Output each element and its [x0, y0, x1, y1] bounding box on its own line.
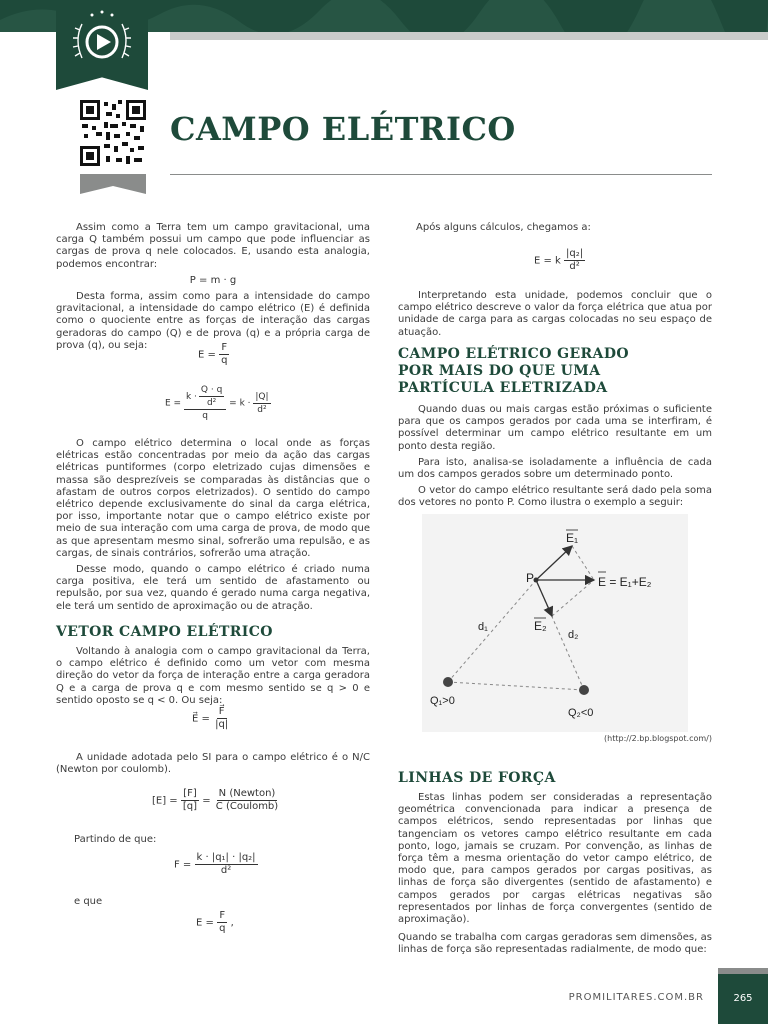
- label-e2: E₂: [534, 619, 547, 633]
- paragraph: Voltando à analogia com o campo gravitacional da Terra, o campo elétrico é definido como um vetor com mesma direção do vetor da força de interação entre a carga geradora Q e a carga de prova q e com mesmo sentido se q > 0 e sentido oposto se q < 0. Ou seja:: [56, 646, 370, 706]
- figure-credit: (http://2.bp.blogspot.com/): [604, 734, 712, 743]
- play-icon: [56, 0, 148, 80]
- fraction-outer: [184, 384, 226, 422]
- vector-e2: [536, 580, 552, 616]
- field-superposition-figure: [422, 514, 688, 732]
- parallelogram-line: [552, 580, 594, 616]
- denominator: d²: [257, 404, 267, 415]
- numerator: k · |q₁| · |q₂|: [196, 852, 256, 863]
- numerator: F: [219, 910, 226, 921]
- fraction: [213, 706, 230, 731]
- equation-coulomb: [174, 852, 258, 877]
- equation-weight: P = m · g: [189, 274, 237, 286]
- denominator: d²: [220, 865, 232, 876]
- paragraph: A unidade adotada pelo SI para o campo elétrico é o N/C (Newton por coulomb).: [56, 752, 370, 776]
- eq-lhs: F =: [174, 859, 192, 871]
- label-q2: Q₂<0: [568, 707, 594, 719]
- denominator: d²: [569, 261, 580, 272]
- denominator: |q|: [215, 719, 229, 730]
- qr-code-icon: [80, 100, 146, 166]
- label-resultant: E = E₁+E₂: [598, 575, 652, 589]
- right-column-linhas: [398, 792, 712, 961]
- eq-lhs: E =: [165, 398, 182, 409]
- denominator: q: [219, 923, 226, 934]
- paragraph: Interpretando esta unidade, podemos concluir que o campo elétrico descreve o valor da força elétrica que atua por unidade de carga para as cargas colocadas no seu espaço de atuação.: [398, 290, 712, 338]
- point-p: [534, 578, 539, 583]
- numerator: |q₂|: [566, 248, 584, 259]
- paragraph: Quando duas ou mais cargas estão próximas o suficiente para que os campos gerados por cada uma se interfiram, é possível determinar um campo elétrico resultante em um ponto desta região.: [398, 404, 712, 452]
- fraction: [195, 852, 258, 877]
- numerator: F: [221, 342, 228, 353]
- label-d1: d₁: [478, 621, 488, 633]
- equation-units: [152, 788, 280, 813]
- text-partindo: Partindo de que:: [74, 834, 157, 845]
- fraction: [214, 788, 280, 813]
- eq-lhs: E = k: [534, 255, 561, 267]
- eq-middle: =: [202, 795, 211, 807]
- vector-e1: [536, 546, 572, 580]
- right-column-interpretando: [398, 290, 712, 343]
- eq-tail: ,: [230, 917, 234, 929]
- distance-line-d1: [448, 580, 536, 682]
- right-column-gerado: [398, 404, 712, 514]
- eq-middle: = k ·: [229, 398, 251, 409]
- eq-lhs: E =: [196, 917, 214, 929]
- left-column-units: [56, 752, 370, 780]
- denominator: d²: [206, 398, 217, 408]
- section-heading-vetor: VETOR CAMPO ELÉTRICO: [56, 624, 273, 640]
- paragraph: O vetor do campo elétrico resultante será dado pela soma dos vetores no ponto P. Como ilustra o exemplo a seguir:: [398, 485, 712, 509]
- numerator: [F]: [183, 788, 197, 799]
- fraction: [219, 342, 229, 367]
- fraction-inner: [199, 384, 224, 409]
- title-divider: [170, 174, 712, 175]
- numerator: [184, 384, 226, 410]
- footer-site: PROMILITARES.COM.BR: [568, 992, 704, 1003]
- paragraph: Desse modo, quando o campo elétrico é criado numa carga positiva, ele terá um sentido de afastamento ou repulsão, por sua vez, quando é gerado numa carga negativa, ele terá um sentido de aproximação ou de atração.: [56, 564, 370, 612]
- label-d2: d₂: [568, 629, 579, 641]
- logo-badge: [56, 0, 148, 90]
- equation-vector: [192, 706, 230, 731]
- paragraph: Assim como a Terra tem um campo gravitacional, uma carga Q também possui um campo que pode influenciar as cargas de prova q nele colocados. E, usando esta analogia, podemos encontrar:: [56, 222, 370, 270]
- charge-q2: [579, 685, 589, 695]
- section-heading-gerado: [398, 346, 629, 397]
- text-e-que: e que: [74, 896, 103, 907]
- equation-field-definition: [198, 342, 229, 367]
- fraction: [181, 788, 199, 813]
- label-p: P: [526, 571, 535, 585]
- paragraph: Quando se trabalha com cargas geradoras sem dimensões, as linhas de força são representadas radialmente, de modo que:: [398, 932, 712, 956]
- charge-q1: [443, 677, 453, 687]
- parallelogram-line: [572, 546, 594, 580]
- page-title: CAMPO ELÉTRICO: [170, 110, 516, 148]
- denominator: q: [202, 411, 208, 421]
- header-strip: [170, 32, 768, 40]
- label-e1: E₁: [566, 531, 579, 545]
- paragraph: Desta forma, assim como para a intensidade do campo gravitacional, a intensidade do campo elétrico (E) é definida como o quociente entre as forças de interação das cargas geradoras do campo (Q) e de prova (q) e a própria carga de prova (q), ou seja:: [56, 291, 370, 351]
- fraction: [217, 910, 227, 935]
- eq-lhs: E =: [198, 349, 216, 361]
- heading-line: POR MAIS DO QUE UMA: [398, 363, 601, 379]
- numerator: |Q|: [255, 391, 269, 402]
- k-factor: k ·: [185, 391, 197, 402]
- left-column-body: [56, 438, 370, 617]
- left-column-vetor: [56, 646, 370, 711]
- denominator: C (Coulomb): [215, 801, 279, 812]
- paragraph: Para isto, analisa-se isoladamente a influência de cada um dos campos gerados sobre um determinado ponto.: [398, 456, 712, 481]
- heading-line: CAMPO ELÉTRICO GERADO: [398, 346, 629, 362]
- numerator: N (Newton): [218, 788, 276, 799]
- label-q1: Q₁>0: [430, 695, 455, 707]
- fraction: [253, 391, 270, 416]
- charges-line: [448, 682, 584, 690]
- denominator: q: [221, 355, 228, 366]
- numerator: F⃗: [218, 706, 225, 717]
- figure-svg: [422, 514, 688, 732]
- fraction: [564, 248, 585, 273]
- footer-strip: [718, 968, 768, 974]
- equation-field-simple: [196, 910, 234, 935]
- equation-result: [534, 248, 585, 273]
- text-apos-calculos: Após alguns cálculos, chegamos a:: [416, 222, 591, 233]
- page-number: 265: [733, 993, 753, 1004]
- paragraph: O campo elétrico determina o local onde as forças elétricas estão concentradas por meio da ação das cargas elétricas puntiformes (corpo eletrizado cujas dimensões e massa são desprezíveis se comparadas às distâncias que o afastam de outros corpos eletrizados). O sentido do campo elétrico depende exclusivamente do sinal da carga elétrica, por isso, importante notar que o campo elétrico existe por meio de sua interação com uma carga de prova, de modo que as que apresentam mesmo sinal, sofrerão uma repulsão, e as cargas, de sinais contrários, sofrerão uma atração.: [56, 438, 370, 559]
- left-column-intro: [56, 222, 370, 356]
- paragraph: Estas linhas podem ser consideradas a representação geométrica convencionada para indicar a presença de campos elétricos, sendo representadas por linhas que tangenciam os vetores campo elétrico resultante em cada ponto, logo, jamais se cruzam. Por convenção, as linhas de força têm a mesma orientação do vetor campo elétrico, de modo que, para campos gerados por cargas positivas, as linhas de força são divergentes (sentido de afastamento) e campos gerados por cargas elétricas negativas são representados por linhas de força convergentes (sentido de aproximação).: [398, 792, 712, 926]
- section-heading-linhas: LINHAS DE FORÇA: [398, 770, 556, 786]
- eq-lhs: E⃗ =: [192, 713, 210, 725]
- equation-field-derivation: [165, 384, 271, 422]
- eq-lhs: [E] =: [152, 795, 178, 807]
- numerator: Q · q: [200, 385, 223, 395]
- qr-tab: [80, 174, 146, 194]
- heading-line: PARTÍCULA ELETRIZADA: [398, 380, 608, 396]
- denominator: [q]: [182, 801, 198, 812]
